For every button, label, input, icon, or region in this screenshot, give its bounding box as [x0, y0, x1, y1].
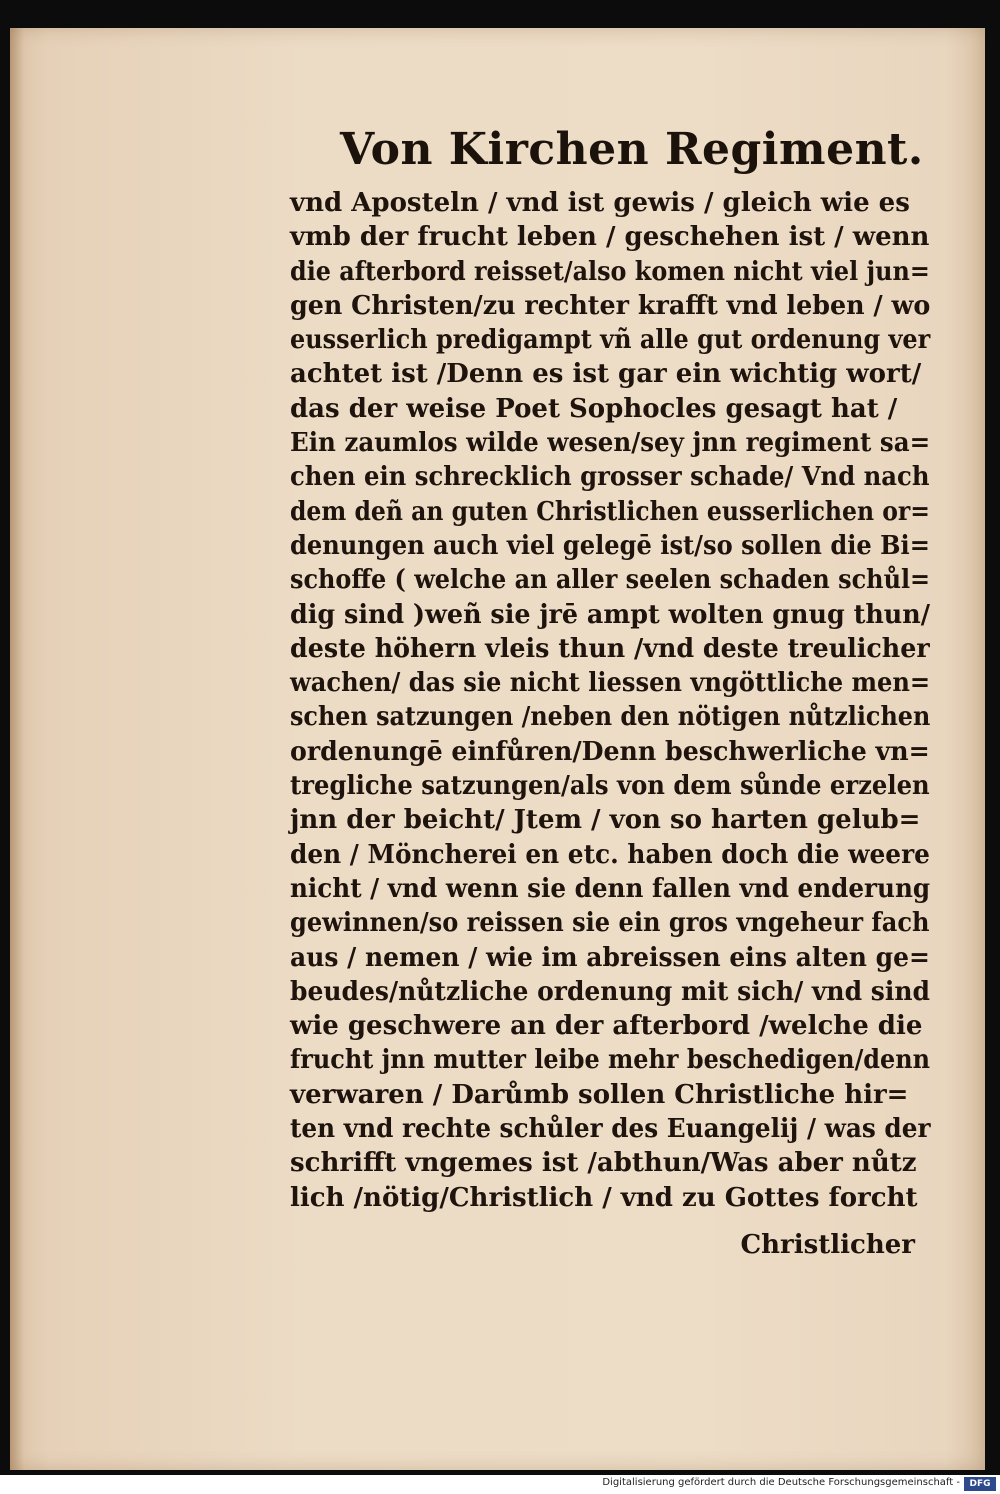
text-line: achtet ist /Denn es ist gar ein wichtig wort/ — [290, 359, 922, 390]
text-line: schen satzungen /neben den nötigen nůtzlichen — [290, 702, 931, 733]
text-line: verwaren / Darůmb sollen Christliche hir= — [290, 1079, 909, 1110]
text-line: ordenungē einfůren/Denn beschwerliche vn= — [290, 736, 930, 767]
dfg-logo[interactable]: DFG — [964, 1477, 996, 1491]
text-line: vmb der frucht leben / geschehen ist / wenn — [290, 222, 930, 253]
book-page — [10, 28, 985, 1470]
footer-bar — [0, 1475, 1000, 1494]
text-line: das der weise Poet Sophocles gesagt hat / — [290, 393, 898, 424]
text-line: chen ein schrecklich grosser schade/ Vnd nach — [290, 462, 930, 493]
text-line: schoffe ( welche an aller seelen schaden schůl= — [290, 565, 931, 596]
text-line: jnn der beicht/ Jtem / von so harten gelub= — [290, 805, 921, 836]
body-text — [290, 186, 930, 1215]
text-line: den / Möncherei en etc. haben doch die weere — [290, 839, 930, 870]
text-line: deste höhern vleis thun /vnd deste treulicher — [290, 633, 930, 664]
text-line: gen Christen/zu rechter krafft vnd leben / wo — [290, 290, 931, 321]
text-line: dem deñ an guten Christlichen eusserlichen or= — [290, 496, 930, 527]
funding-credit: Digitalisierung gefördert durch die Deutsche Forschungsgemeinschaft - — [602, 1477, 960, 1488]
text-line: beudes/nůtzliche ordenung mit sich/ vnd sind — [290, 976, 930, 1007]
text-line: aus / nemen / wie im abreissen eins alten ge= — [290, 942, 930, 973]
text-line: wie geschwere an der afterbord /welche die — [290, 1011, 923, 1042]
text-line: denungen auch viel gelegē ist/so sollen die Bi= — [290, 530, 930, 561]
text-line: eusserlich predigampt vñ alle gut ordenung ver — [290, 325, 931, 356]
text-line: lich /nötig/Christlich / vnd zu Gottes forcht — [290, 1182, 918, 1213]
text-line: nicht / vnd wenn sie denn fallen vnd enderung — [290, 873, 931, 904]
text-line: frucht jnn mutter leibe mehr beschedigen/denn — [290, 1045, 931, 1076]
text-line: wachen/ das sie nicht liessen vngöttliche men= — [290, 668, 931, 699]
text-line: schrifft vngemes ist /abthun/Was aber nůtz — [290, 1148, 917, 1179]
text-line: ten vnd rechte schůler des Euangelij / was der — [290, 1114, 931, 1145]
text-line: vnd Aposteln / vnd ist gewis / gleich wie es — [290, 188, 910, 218]
text-line: Ein zaumlos wilde wesen/sey jnn regiment sa= — [290, 428, 931, 459]
text-line: tregliche satzungen/als von dem sůnde erzelen — [290, 771, 930, 802]
catchword: Christlicher — [740, 1230, 915, 1260]
running-head: Von Kirchen Regiment. — [340, 124, 924, 175]
text-line: die afterbord reisset/also komen nicht viel jun= — [290, 256, 930, 287]
text-line: gewinnen/so reissen sie ein gros vngeheur fach — [290, 908, 930, 939]
text-line: dig sind )weñ sie jrē ampt wolten gnug thun/ — [290, 599, 931, 630]
